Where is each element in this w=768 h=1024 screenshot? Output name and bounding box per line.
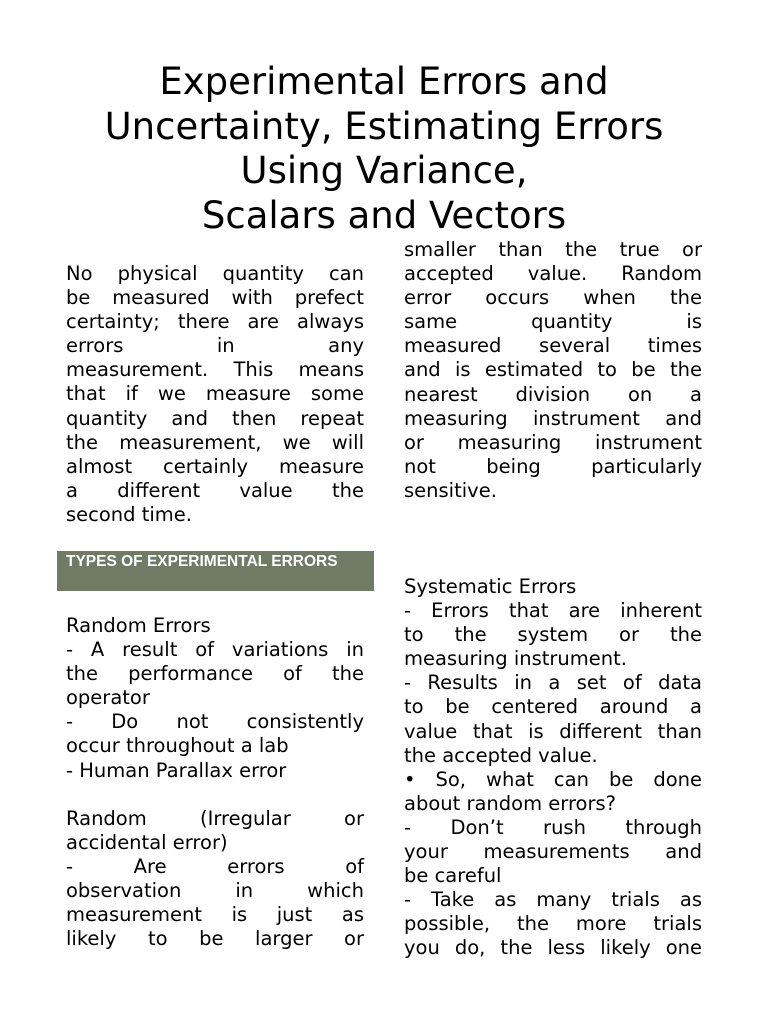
text-line: • So, what can be done <box>404 767 702 791</box>
text-line: measurement is just as <box>66 903 364 927</box>
text-line: - Don’t rush through <box>404 815 702 839</box>
text-line: almost certainly measure <box>66 454 364 478</box>
text-line: same quantity is <box>404 310 702 334</box>
text-line: likely to be larger or <box>66 927 364 951</box>
subheading-random-errors: Random Errors <box>66 614 211 637</box>
text-line: - Results in a set of data <box>404 671 702 695</box>
text-line: the accepted value. <box>404 743 598 767</box>
continued-paragraph <box>404 238 702 503</box>
random-errors-section <box>66 614 364 783</box>
text-line: measuring instrument and <box>404 406 702 430</box>
text-line: - Take as many trials as <box>404 888 702 912</box>
text-line: quantity and then repeat <box>66 406 364 430</box>
text-line: - Do not consistently <box>66 710 364 734</box>
systematic-errors-section <box>404 575 702 961</box>
text-line: the performance of the <box>66 662 364 686</box>
text-line: - Errors that are inherent <box>404 599 702 623</box>
text-line: operator <box>66 686 150 710</box>
text-line: error occurs when the <box>404 286 702 310</box>
text-line: occur throughout a lab <box>66 734 289 758</box>
text-line: sensitive. <box>404 478 497 502</box>
text-line: possible, the more trials <box>404 912 702 936</box>
text-line: certainty; there are always <box>66 310 364 334</box>
text-line: and is estimated to be the <box>404 358 702 382</box>
text-line: to be centered around a <box>404 695 702 719</box>
text-line: about random errors? <box>404 791 617 815</box>
text-line: nearest division on a <box>404 382 702 406</box>
text-line: measurement. This means <box>66 358 364 382</box>
text-line: smaller than the true or <box>404 238 702 261</box>
title-line: Uncertainty, Estimating Errors <box>104 104 664 148</box>
text-line: measuring instrument. <box>404 647 627 671</box>
text-line: - A result of variations in <box>66 638 364 662</box>
text-line: not being particularly <box>404 454 702 478</box>
text-line: be careful <box>404 864 502 888</box>
text-line: or measuring instrument <box>404 430 702 454</box>
text-line: to the system or the <box>404 623 702 647</box>
random-irregular-section <box>66 807 364 952</box>
text-line: your measurements and <box>404 840 702 864</box>
section-heading-types-of-errors: TYPES OF EXPERIMENTAL ERRORS <box>57 551 374 591</box>
text-line: Random (Irregular or <box>66 807 364 830</box>
text-line: that if we measure some <box>66 382 364 406</box>
text-line: be measured with prefect <box>66 286 364 310</box>
text-line: the measurement, we will <box>66 430 364 454</box>
text-line: second time. <box>66 502 192 526</box>
title-line: Experimental Errors and <box>159 60 609 103</box>
title-line: Scalars and Vectors <box>201 193 567 237</box>
text-line: errors in any <box>66 334 364 358</box>
intro-paragraph <box>66 262 364 527</box>
text-line: value that is different than <box>404 719 702 743</box>
text-line: No physical quantity can <box>66 262 364 285</box>
text-line: - Human Parallax error <box>66 758 287 782</box>
text-line: measured several times <box>404 334 702 358</box>
document-title <box>40 60 728 238</box>
text-line: accepted value. Random <box>404 262 702 286</box>
text-line: accidental error) <box>66 831 228 855</box>
text-line: - Are errors of <box>66 855 364 879</box>
subheading-systematic-errors: Systematic Errors <box>404 575 577 598</box>
text-line: you do, the less likely one <box>404 936 702 960</box>
text-line: observation in which <box>66 879 364 903</box>
title-line: Using Variance, <box>240 149 528 192</box>
text-line: a different value the <box>66 478 364 502</box>
